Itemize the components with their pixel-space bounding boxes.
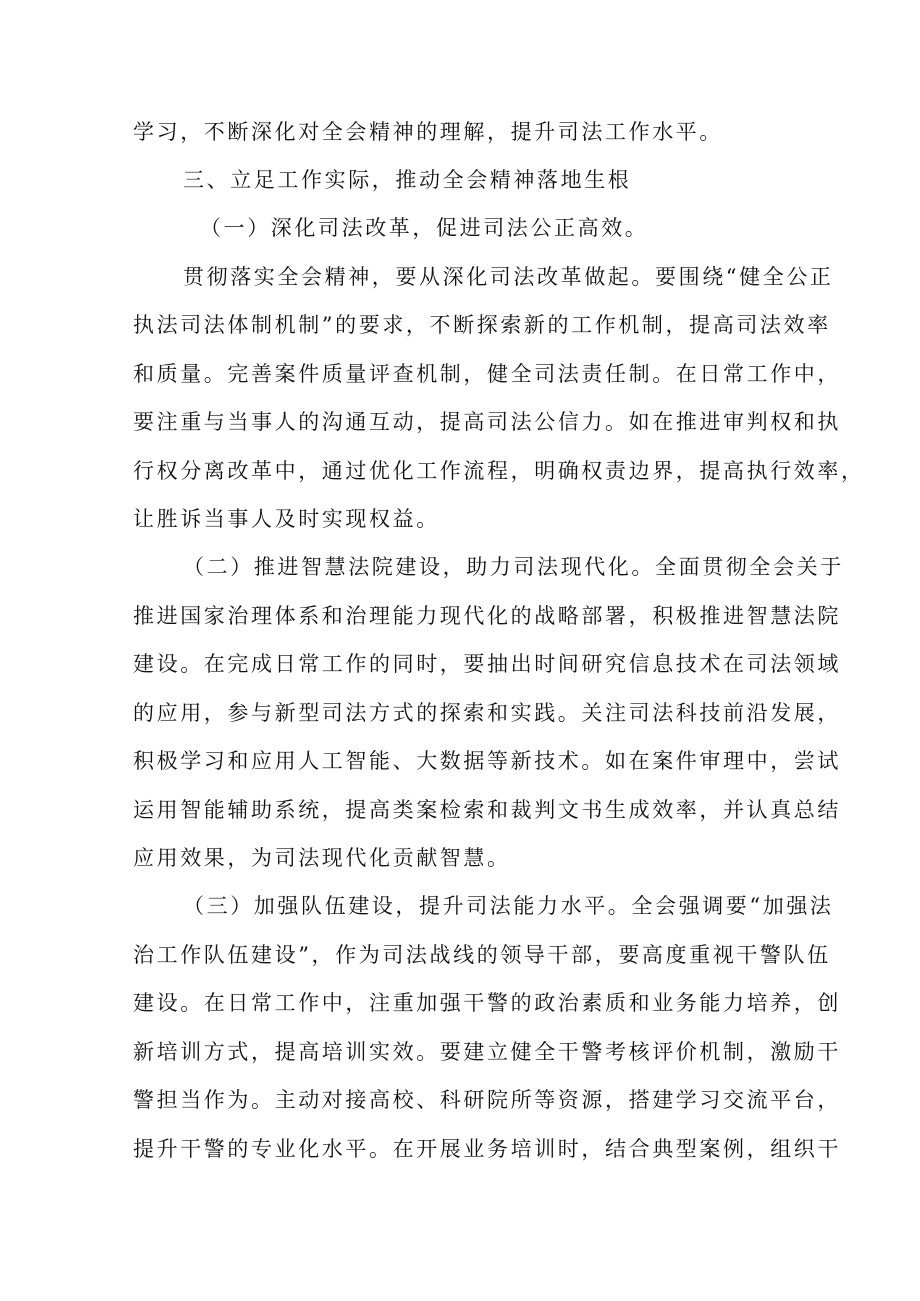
text-line-20: 新培训方式，提高培训实效。要建立健全干警考核评价机制，激励干 bbox=[133, 1040, 841, 1064]
section-heading-3: 三、立足工作实际，推动全会精神落地生根 bbox=[183, 168, 632, 192]
subheading-1: （一）深化司法改革，促进司法公正高效。 bbox=[200, 216, 649, 240]
text-line-5: 执法司法体制机制”的要求，不断探索新的工作机制，提高司法效率 bbox=[133, 313, 831, 337]
text-line-19: 建设。在日常工作中，注重加强干警的政治素质和业务能力培养，创 bbox=[133, 991, 841, 1015]
text-line-6: 和质量。完善案件质量评查机制，健全司法责任制。在日常工作中， bbox=[133, 362, 841, 386]
text-line-4: 贯彻落实全会精神，要从深化司法改革做起。要围绕“健全公正 bbox=[183, 265, 834, 289]
text-line-11: 推进国家治理体系和治理能力现代化的战略部署，积极推进智慧法院 bbox=[133, 604, 841, 628]
text-line-22: 提升干警的专业化水平。在开展业务培训时，结合典型案例，组织干 bbox=[133, 1137, 841, 1161]
text-line-9: 让胜诉当事人及时实现权益。 bbox=[133, 507, 440, 531]
text-line-15: 运用智能辅助系统，提高类案检索和裁判文书生成效率，并认真总结 bbox=[133, 798, 841, 822]
text-line-21: 警担当作为。主动对接高校、科研院所等资源，搭建学习交流平台， bbox=[133, 1088, 841, 1112]
text-line-7: 要注重与当事人的沟通互动，提高司法公信力。如在推进审判权和执 bbox=[133, 410, 841, 434]
subheading-2: （二）推进智慧法院建设，助力司法现代化。全面贯彻全会关于 bbox=[183, 555, 844, 579]
text-line-13: 的应用，参与新型司法方式的探索和实践。关注司法科技前沿发展， bbox=[133, 701, 841, 725]
text-line-16: 应用效果，为司法现代化贡献智慧。 bbox=[133, 846, 511, 870]
text-line-8: 行权分离改革中，通过优化工作流程，明确权责边界，提高执行效率， bbox=[133, 459, 865, 483]
text-line-18: 治工作队伍建设”，作为司法战线的领导干部，要高度重视干警队伍 bbox=[133, 943, 831, 967]
text-line-1: 学习，不断深化对全会精神的理解，提升司法工作水平。 bbox=[133, 120, 723, 144]
subheading-3: （三）加强队伍建设，提升司法能力水平。全会强调要“加强法 bbox=[183, 894, 834, 918]
text-line-12: 建设。在完成日常工作的同时，要抽出时间研究信息技术在司法领域 bbox=[133, 652, 841, 676]
text-line-14: 积极学习和应用人工智能、大数据等新技术。如在案件审理中，尝试 bbox=[133, 749, 841, 773]
